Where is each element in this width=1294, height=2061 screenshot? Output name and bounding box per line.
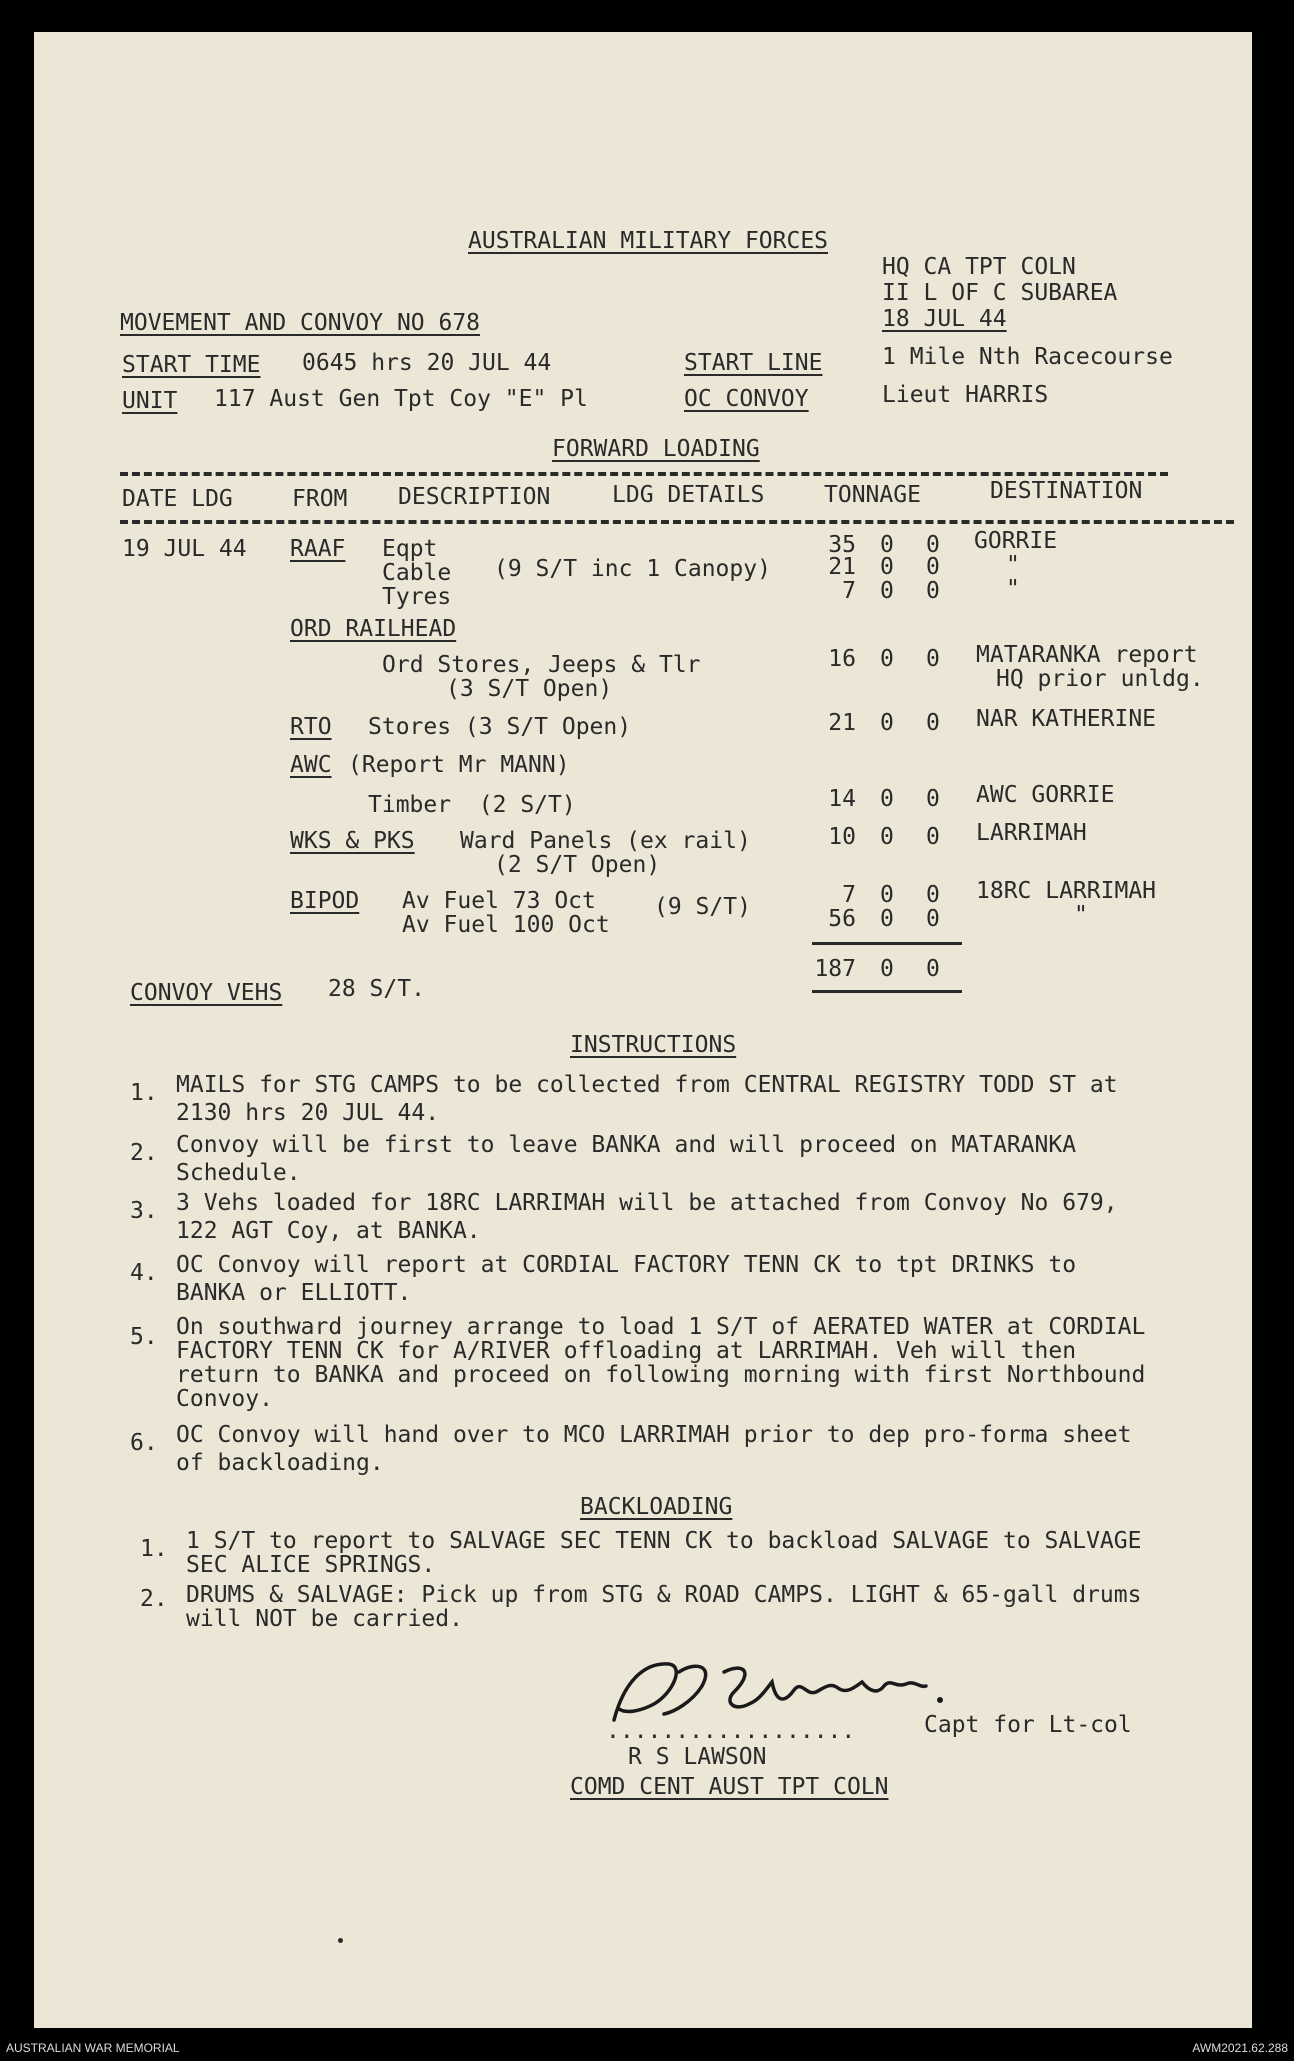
awc-desc: Timber (2 S/T) — [368, 792, 576, 818]
dest-nar-katherine: NAR KATHERINE — [976, 706, 1157, 732]
qrs: 0 — [926, 646, 940, 672]
unit-value: 117 Aust Gen Tpt Coy "E" Pl — [214, 386, 588, 412]
tons-bipod-1: 7 — [842, 882, 856, 908]
instructions-heading: INSTRUCTIONS — [570, 1032, 737, 1058]
instruction-line: FACTORY TENN CK for A/RIVER offloading at LARRIMAH. Veh will then — [176, 1338, 1077, 1364]
qrs: 0 — [926, 710, 940, 736]
cwt: 0 — [880, 532, 894, 558]
instruction-line: On southward journey arrange to load 1 S/T of AERATED WATER at CORDIAL — [176, 1314, 1146, 1340]
qrs: 0 — [926, 956, 940, 982]
instruction-number: 3. — [130, 1198, 158, 1224]
tons-awc: 14 — [828, 786, 856, 812]
instruction-line: 3 Vehs loaded for 18RC LARRIMAH will be attached from Convoy No 679, — [176, 1190, 1118, 1216]
instruction-line: Convoy. — [176, 1386, 273, 1412]
qrs: 0 — [926, 824, 940, 850]
tons-ord: 16 — [828, 646, 856, 672]
total-tons: 187 — [814, 956, 856, 982]
backloading-number: 2. — [140, 1586, 168, 1612]
document-title: AUSTRALIAN MILITARY FORCES — [468, 228, 829, 254]
cwt: 0 — [880, 882, 894, 908]
cwt: 0 — [880, 824, 894, 850]
qrs: 0 — [926, 882, 940, 908]
instruction-line: 122 AGT Coy, at BANKA. — [176, 1218, 481, 1244]
wks-detail: (2 S/T Open) — [494, 852, 661, 878]
from-awc: AWC — [290, 752, 332, 778]
instruction-number: 2. — [130, 1140, 158, 1166]
table-top-rule — [120, 472, 1168, 476]
instruction-number: 6. — [130, 1430, 158, 1456]
signature-capt: Capt for Lt-col — [924, 1712, 1132, 1738]
dest-18rc-larrimah: 18RC LARRIMAH — [976, 878, 1157, 904]
cwt: 0 — [880, 786, 894, 812]
raaf-detail: (9 S/T inc 1 Canopy) — [494, 556, 771, 582]
signature-dots: .................. — [606, 1718, 856, 1744]
item-cable: Cable — [382, 560, 452, 586]
start-time-value: 0645 hrs 20 JUL 44 — [302, 350, 552, 376]
tons-wks: 10 — [828, 824, 856, 850]
rto-desc: Stores (3 S/T Open) — [368, 714, 632, 740]
awc-note: (Report Mr MANN) — [348, 752, 570, 778]
item-eqpt: Eqpt — [382, 536, 438, 562]
ord-detail: (3 S/T Open) — [446, 676, 613, 702]
bipod-item-2: Av Fuel 100 Oct — [402, 912, 610, 938]
oc-convoy-label: OC CONVOY — [684, 386, 809, 412]
instruction-number: 1. — [130, 1080, 158, 1106]
dest-hq-prior: HQ prior unldg. — [996, 666, 1204, 692]
dest-ditto-3: " — [1074, 902, 1088, 928]
from-wks-pks: WKS & PKS — [290, 828, 415, 854]
qrs: 0 — [926, 578, 940, 604]
instruction-line: OC Convoy will report at CORDIAL FACTORY TENN CK to tpt DRINKS to — [176, 1252, 1077, 1278]
punch-dot — [338, 1938, 343, 1943]
qrs: 0 — [926, 786, 940, 812]
qrs: 0 — [926, 554, 940, 580]
tons-cable: 21 — [828, 554, 856, 580]
from-raaf: RAAF — [290, 536, 346, 562]
qrs: 0 — [926, 532, 940, 558]
ord-desc: Ord Stores, Jeeps & Tlr — [382, 652, 701, 678]
signature-title: COMD CENT AUST TPT COLN — [570, 1774, 889, 1800]
col-tonnage: TONNAGE — [824, 482, 921, 508]
col-ldg-details: LDG DETAILS — [612, 482, 765, 508]
instruction-line: OC Convoy will hand over to MCO LARRIMAH prior to dep pro-forma sheet — [176, 1422, 1132, 1448]
instruction-line: BANKA or ELLIOTT. — [176, 1280, 412, 1306]
backloading-heading: BACKLOADING — [580, 1494, 733, 1520]
instruction-line: MAILS for STG CAMPS to be collected from CENTRAL REGISTRY TODD ST at — [176, 1072, 1118, 1098]
tons-bipod-2: 56 — [828, 906, 856, 932]
col-description: DESCRIPTION — [398, 484, 551, 510]
unit-label: UNIT — [122, 388, 178, 414]
cwt: 0 — [880, 956, 894, 982]
total-rule-bottom — [812, 990, 962, 993]
bipod-detail: (9 S/T) — [654, 894, 751, 920]
dest-ditto-1: " — [1006, 552, 1020, 578]
col-from: FROM — [292, 486, 348, 512]
dest-gorrie: GORRIE — [974, 528, 1058, 554]
hq-line-1: HQ CA TPT COLN — [882, 254, 1076, 280]
wks-desc: Ward Panels (ex rail) — [460, 828, 751, 854]
movement-title: MOVEMENT AND CONVOY NO 678 — [120, 310, 481, 336]
start-line-label: START LINE — [684, 350, 823, 376]
date-ldg: 19 JUL 44 — [122, 536, 247, 562]
cwt: 0 — [880, 906, 894, 932]
col-date: DATE LDG — [122, 486, 233, 512]
footer-right: AWM2021.62.288 — [1192, 2041, 1288, 2055]
cwt: 0 — [880, 578, 894, 604]
convoy-vehs-label: CONVOY VEHS — [130, 980, 283, 1006]
from-bipod: BIPOD — [290, 888, 360, 914]
signature-name: R S LAWSON — [628, 1744, 767, 1770]
instruction-line: return to BANKA and proceed on following morning with first Northbound — [176, 1362, 1146, 1388]
backloading-line: 1 S/T to report to SALVAGE SEC TENN CK to backload SALVAGE to SALVAGE — [186, 1528, 1142, 1554]
total-rule-top — [812, 942, 962, 945]
instruction-line: of backloading. — [176, 1450, 384, 1476]
backloading-number: 1. — [140, 1536, 168, 1562]
col-destination: DESTINATION — [990, 478, 1143, 504]
oc-convoy-value: Lieut HARRIS — [882, 382, 1049, 408]
document-page — [34, 32, 1252, 2028]
instruction-line: Schedule. — [176, 1160, 301, 1186]
bipod-item-1: Av Fuel 73 Oct — [402, 888, 596, 914]
from-rto: RTO — [290, 714, 332, 740]
from-ord-railhead: ORD RAILHEAD — [290, 616, 457, 642]
cwt: 0 — [880, 554, 894, 580]
qrs: 0 — [926, 906, 940, 932]
cwt: 0 — [880, 710, 894, 736]
instruction-line: 2130 hrs 20 JUL 44. — [176, 1100, 440, 1126]
dest-larrimah: LARRIMAH — [976, 820, 1087, 846]
backloading-line: will NOT be carried. — [186, 1606, 463, 1632]
instruction-line: Convoy will be first to leave BANKA and will proceed on MATARANKA — [176, 1132, 1077, 1158]
convoy-vehs-value: 28 S/T. — [328, 976, 425, 1002]
cwt: 0 — [880, 646, 894, 672]
tons-rto: 21 — [828, 710, 856, 736]
dest-mataranka: MATARANKA report — [976, 642, 1198, 668]
backloading-line: SEC ALICE SPRINGS. — [186, 1552, 436, 1578]
tons-eqpt: 35 — [828, 532, 856, 558]
instruction-number: 4. — [130, 1260, 158, 1286]
table-header-rule — [120, 520, 1234, 524]
backloading-line: DRUMS & SALVAGE: Pick up from STG & ROAD CAMPS. LIGHT & 65-gall drums — [186, 1582, 1142, 1608]
document-date: 18 JUL 44 — [882, 306, 1007, 332]
forward-loading-heading: FORWARD LOADING — [552, 436, 760, 462]
start-line-value: 1 Mile Nth Racecourse — [882, 344, 1173, 370]
instruction-number: 5. — [130, 1324, 158, 1350]
start-time-label: START TIME — [122, 352, 261, 378]
item-tyres: Tyres — [382, 584, 452, 610]
hq-line-2: II L OF C SUBAREA — [882, 280, 1118, 306]
dest-awc-gorrie: AWC GORRIE — [976, 782, 1115, 808]
tons-tyres: 7 — [842, 578, 856, 604]
footer-left: AUSTRALIAN WAR MEMORIAL — [6, 2041, 180, 2055]
dest-ditto-2: " — [1006, 576, 1020, 602]
